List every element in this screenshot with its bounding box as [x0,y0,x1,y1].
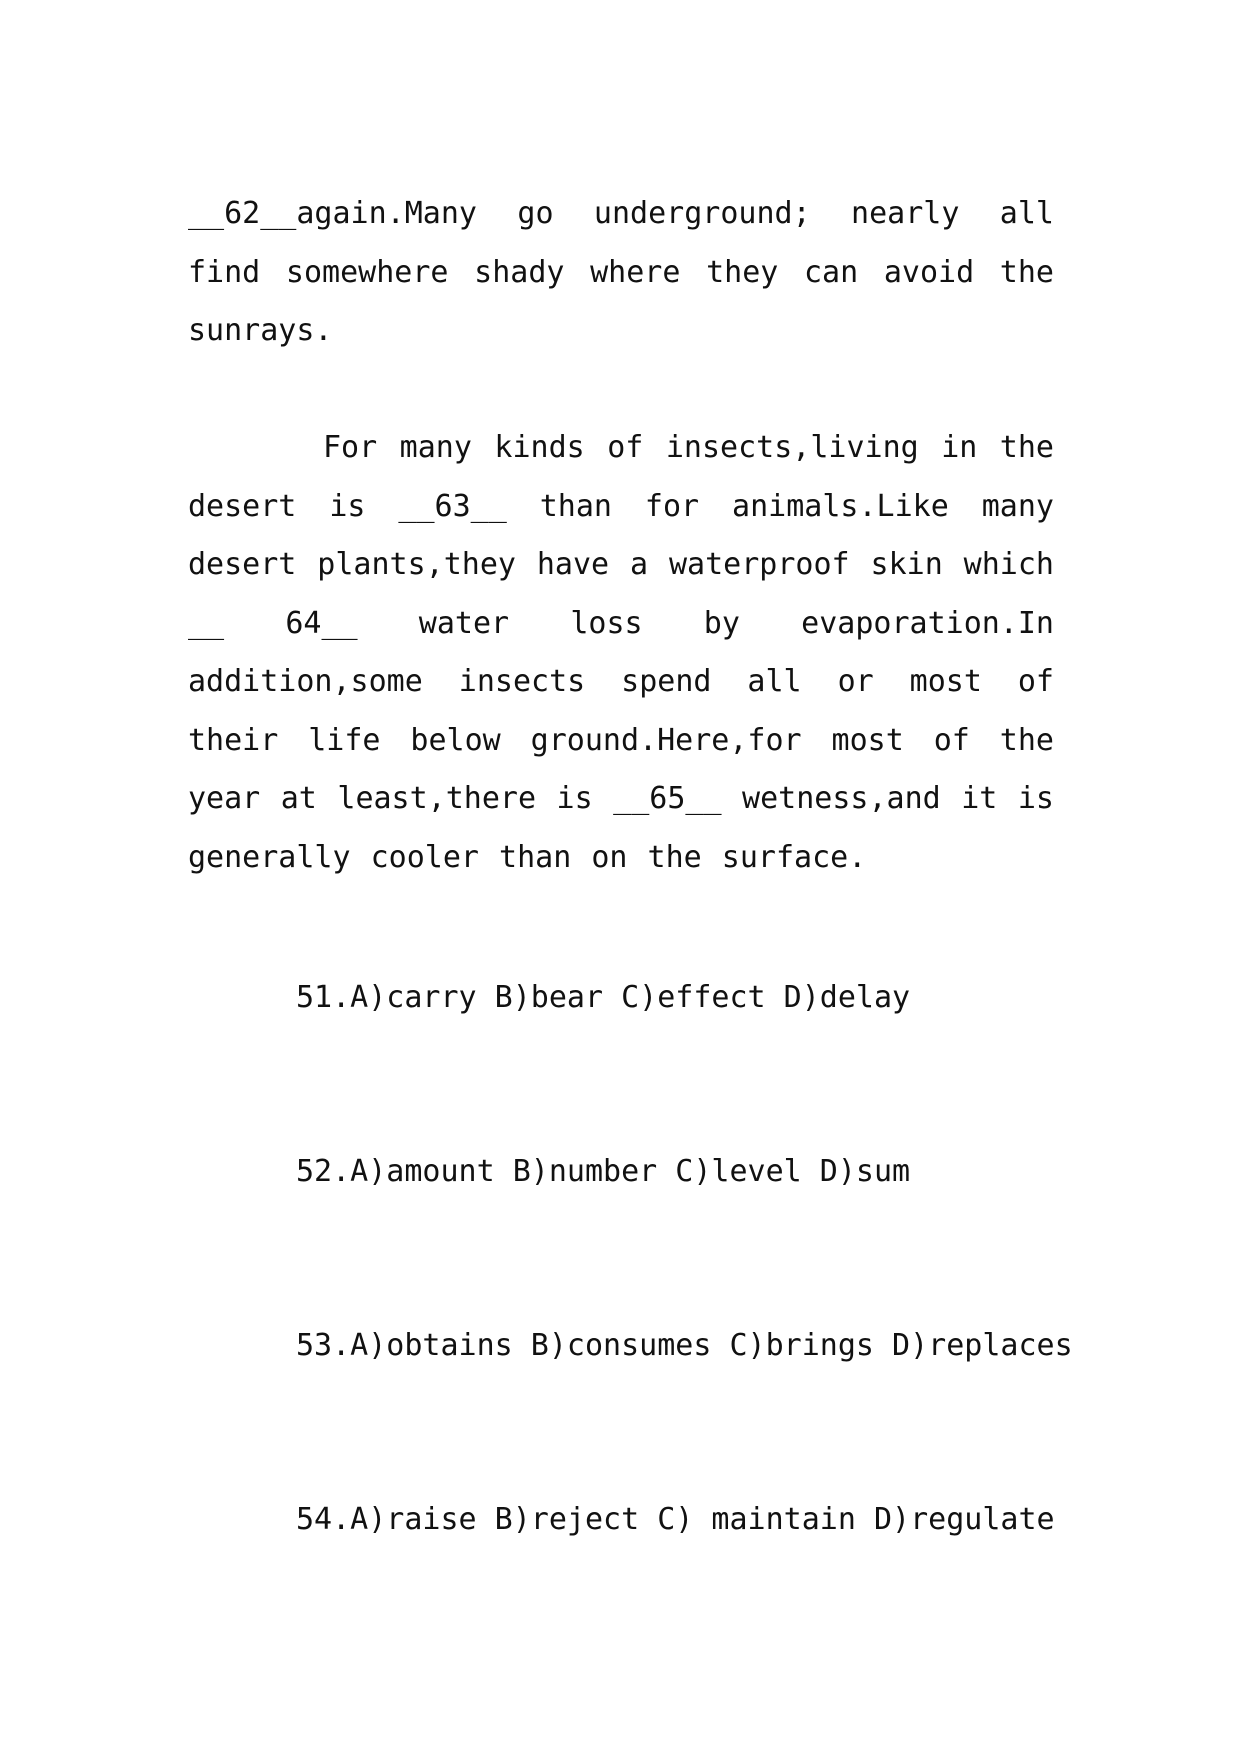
question-53-options: 53.A)obtains B)consumes C)brings D)replaces [296,1328,1073,1363]
paragraph-62: __62__again.Many go underground; nearly all find somewhere shady where they can avoid the sunrays. [188,196,1054,348]
question-54-options: 54.A)raise B)reject C) maintain D)regulate [296,1502,1055,1537]
question-51-options: 51.A)carry B)bear C)effect D)delay [296,980,911,1015]
paragraph-insects: For many kinds of insects,living in the desert is __63__ than for animals.Like many desert plants,they have a waterproof skin which __ 64__ water loss by evaporation.In addition,some insects spend all or most of their life below ground.Here,for most of the year at least,there is __65__ wetness,and it is generally cooler than on the surface. [188,430,1054,875]
question-52-options: 52.A)amount B)number C)level D)sum [296,1154,911,1189]
